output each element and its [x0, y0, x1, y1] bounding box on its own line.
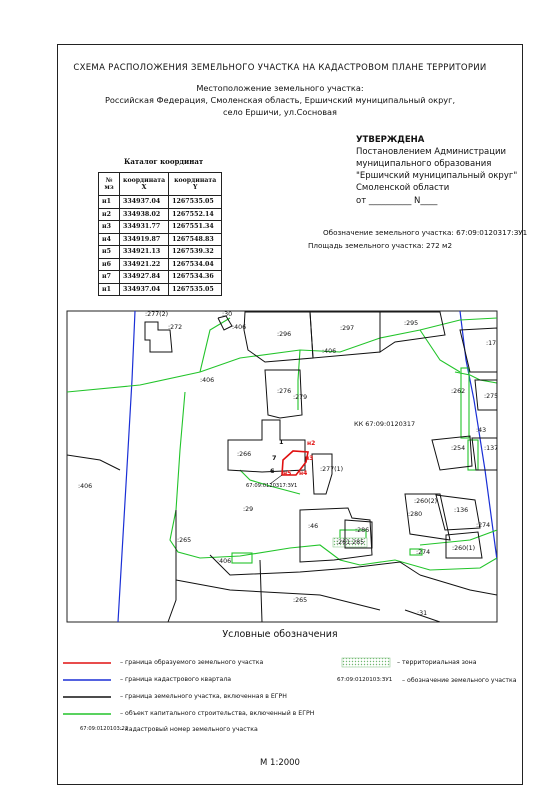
map-label: :43	[476, 427, 487, 434]
legend-item-egrn: – граница земельного участка, включенная в ЕГРН	[120, 693, 287, 700]
map-label: :406	[200, 377, 215, 384]
map-label: :262	[451, 388, 466, 395]
map-label: :296	[277, 331, 292, 338]
point-number: 7	[272, 454, 277, 462]
legend-item-quarter: – граница кадастрового квартала	[120, 676, 232, 683]
catalog-title: Каталог координат	[124, 157, 204, 166]
point-number: н4	[299, 470, 308, 477]
map-label: :274	[476, 522, 491, 529]
coord-x: 334937.04	[120, 283, 169, 296]
map-label: :295	[404, 320, 419, 327]
point-id: н4	[99, 233, 120, 246]
parcel-area: Площадь земельного участка: 272 м2	[308, 241, 453, 250]
point-id: н5	[99, 246, 120, 259]
map-label: :30	[222, 311, 233, 318]
map-label: :275	[484, 393, 499, 400]
legend-cad-sample: 67:09:0120103:23	[80, 726, 129, 732]
approval-line-5: от __________ N____	[356, 196, 438, 206]
map-label: :277(2)	[145, 311, 169, 318]
map-label: :254	[451, 445, 466, 452]
approval-line-1: Постановлением Администрации	[356, 147, 507, 157]
map-label: :297	[340, 325, 355, 332]
catalog-header-point: № мз	[99, 173, 120, 196]
map-label: :260(1)	[452, 545, 476, 552]
legend-title: Условные обозначения	[222, 629, 338, 640]
map-label: :266	[237, 451, 252, 458]
map-label: :31	[417, 610, 428, 617]
location-line-2: село Ершичи, ул.Сосновая	[223, 107, 337, 117]
map-label: :46	[308, 523, 319, 530]
legend-item-cadnum: – кадастровый номер земельного участка	[120, 726, 258, 733]
point-id: н6	[99, 258, 120, 271]
approval-heading: УТВЕРЖДЕНА	[356, 135, 425, 145]
point-id: н3	[99, 221, 120, 234]
map-label: :265	[177, 537, 192, 544]
legend-swatch-zone	[342, 658, 390, 667]
coord-x: 334927.84	[120, 271, 169, 284]
coord-y: 1267535.05	[169, 283, 222, 296]
location-label: Местоположение земельного участка:	[196, 83, 364, 93]
map-label: :286	[355, 527, 370, 534]
location-line-1: Российская Федерация, Смоленская область, Ершичский муниципальный округ,	[104, 95, 456, 105]
map-label: :29	[243, 506, 254, 513]
map-label: :280	[408, 511, 423, 518]
map-label: :285	[350, 539, 365, 546]
point-number: н2	[307, 440, 316, 447]
scheme-title: СХЕМА РАСПОЛОЖЕНИЯ ЗЕМЕЛЬНОГО УЧАСТКА НА КАДАСТРОВОМ ПЛАНЕ ТЕРРИТОРИИ	[73, 63, 487, 73]
coord-x: 334931.77	[120, 221, 169, 234]
legend-zone-sample: 67:09:0120103:ЗУ1	[337, 677, 393, 683]
approval-line-3: "Ершичский муниципальный округ"	[356, 171, 518, 181]
map-label: :406	[217, 558, 232, 565]
point-id: н1	[99, 283, 120, 296]
quarter-label: КК 67:09:0120317	[354, 420, 416, 428]
coord-x: 334938.02	[120, 208, 169, 221]
map-label: :17	[486, 340, 497, 347]
map-scale: М 1:2000	[260, 758, 300, 768]
coord-y: 1267534.36	[169, 271, 222, 284]
legend-zone-sample-label: – обозначение земельного участка	[402, 677, 517, 684]
approval-line-2: муниципального образования	[356, 159, 492, 169]
parcel-designation: Обозначение земельного участка: 67:09:0120317:ЗУ1	[323, 228, 528, 237]
coord-x: 334937.04	[120, 196, 169, 209]
formed-parcel-label: 67:09:0120317:ЗУ1	[246, 483, 298, 489]
map-label: :137	[484, 445, 499, 452]
point-number: н3	[305, 455, 314, 462]
catalog-header-y: координата Y	[169, 173, 222, 196]
point-number: 1	[279, 438, 284, 446]
map-label: :277(1)	[320, 466, 344, 473]
map-label: :406	[232, 324, 247, 331]
map-label: :272	[168, 324, 183, 331]
catalog-header-x: координата X	[120, 173, 169, 196]
point-number: 6	[270, 467, 275, 475]
point-id: н1	[99, 196, 120, 209]
map-label: :136	[454, 507, 469, 514]
point-id: н2	[99, 208, 120, 221]
map-label: :261	[336, 539, 351, 546]
coord-y: 1267539.32	[169, 246, 222, 259]
coord-x: 334921.22	[120, 258, 169, 271]
coord-x: 334921.13	[120, 246, 169, 259]
map-label: :406	[322, 348, 337, 355]
map-label: :406	[78, 483, 93, 490]
legend-zone-label: – территориальная зона	[397, 659, 477, 666]
legend-item-building: – объект капитального строительства, включенный в ЕГРН	[120, 710, 315, 717]
map-label: :274	[416, 549, 431, 556]
coord-x: 334919.87	[120, 233, 169, 246]
legend-item-parcel: – граница образуемого земельного участка	[120, 659, 264, 666]
map-label: :260(2)	[414, 498, 438, 505]
coord-y: 1267548.83	[169, 233, 222, 246]
coord-y: 1267551.34	[169, 221, 222, 234]
coord-y: 1267552.14	[169, 208, 222, 221]
coord-y: 1267534.04	[169, 258, 222, 271]
map-label: :279	[293, 394, 308, 401]
point-id: н7	[99, 271, 120, 284]
coord-y: 1267535.05	[169, 196, 222, 209]
map-label: :265	[293, 597, 308, 604]
map-label: :276	[277, 388, 292, 395]
approval-line-4: Смоленской области	[356, 183, 450, 193]
point-number: н5	[283, 470, 292, 477]
